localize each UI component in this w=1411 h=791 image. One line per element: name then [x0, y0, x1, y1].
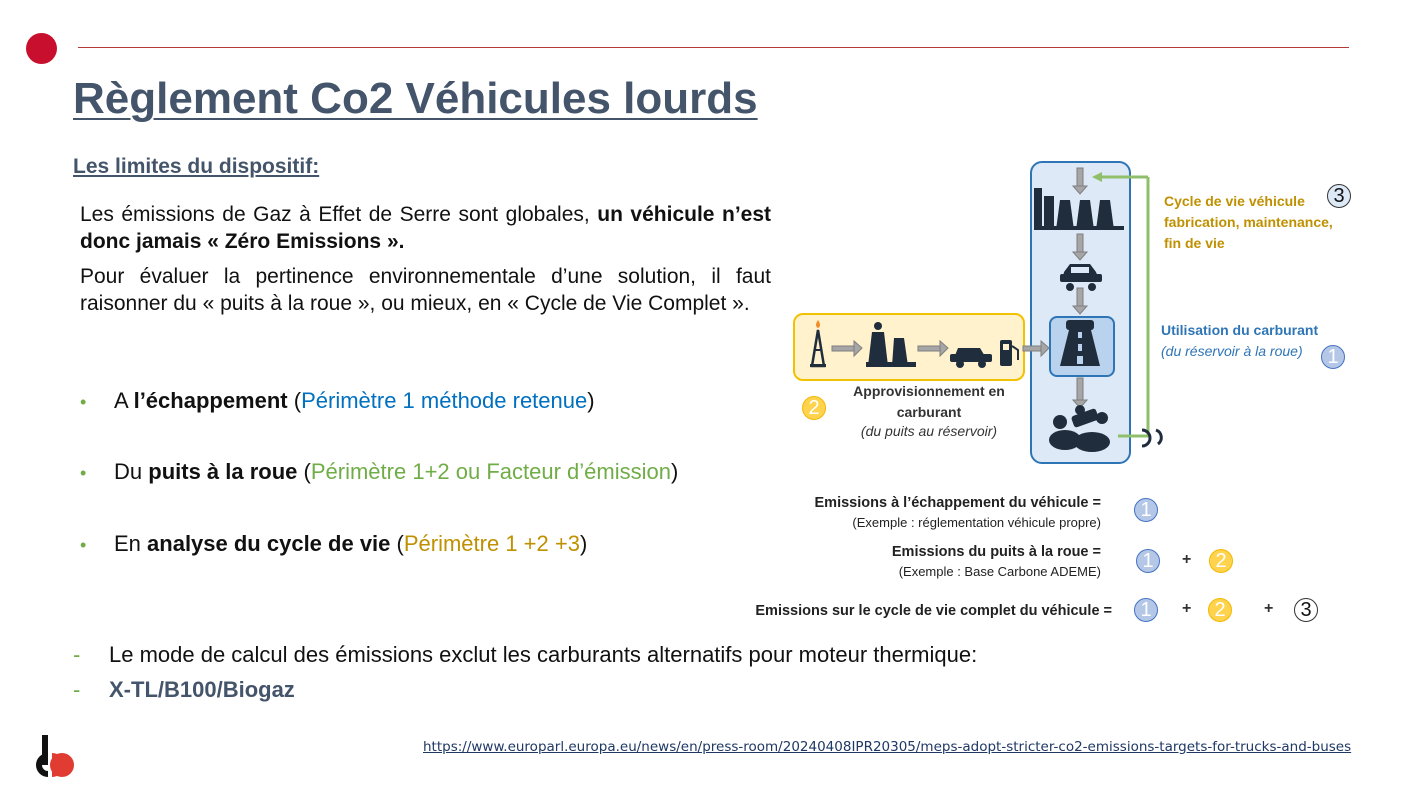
dash-item-fuels — [73, 677, 295, 703]
bullet-paren-open: ( — [287, 388, 302, 413]
scrap-pile-icon — [1049, 405, 1110, 452]
arrow-head — [940, 341, 948, 356]
arrow-shaft — [1077, 378, 1083, 400]
paragraph-global-emissions — [80, 201, 771, 255]
top-divider — [78, 47, 1349, 48]
supply-sub: (du puits au réservoir) — [860, 423, 998, 439]
equation-life-cycle-label: Emissions sur le cycle de vie complet du véhicule = — [755, 603, 1112, 619]
lifecycle-label-line: fin de vie — [1164, 235, 1225, 251]
bullet-marker: • — [80, 463, 87, 483]
bullet-marker: • — [80, 535, 87, 555]
road-icon — [1060, 320, 1100, 366]
scope-1-badge: 1 — [1321, 345, 1345, 369]
scope-3-badge: 3 — [1294, 598, 1318, 622]
bullet-paren-close: ) — [579, 531, 588, 556]
arrow-head — [1041, 341, 1049, 356]
usage-label: Utilisation du carburant — [1161, 322, 1319, 338]
arrow-shaft — [1077, 168, 1083, 186]
car-icon — [950, 348, 992, 368]
arrow-shaft — [1023, 346, 1041, 351]
factory-icon — [1034, 188, 1124, 230]
source-link[interactable]: https://www.europarl.europa.eu/news/en/press-room/20240408IPR20305/meps-adopt-stricter-co2-emissions-targets-for-trucks-and-buses — [423, 739, 1352, 755]
bullet-paren-close: ) — [670, 459, 679, 484]
bullet-exhaust — [80, 388, 595, 414]
bullet-bold: l’échappement — [133, 388, 288, 413]
supply-label-line: Approvisionnement en — [853, 383, 1005, 399]
bullet-prefix: En — [114, 531, 148, 556]
arrow-shaft — [832, 346, 854, 351]
bullet-prefix: A — [114, 388, 134, 413]
lifecycle-label — [1164, 191, 1333, 254]
bullet-scope: Périmètre 1 +2 +3 — [403, 531, 580, 556]
equation-well-to-wheel-label: Emissions du puits à la roue = — [891, 544, 1101, 560]
arrow-shaft — [918, 346, 940, 351]
scope-1-badge: 1 — [1134, 498, 1158, 522]
dash-marker: - — [73, 642, 81, 667]
arrow-head — [854, 341, 862, 356]
arrow-head — [1073, 186, 1087, 194]
supply-label-line: carburant — [896, 404, 962, 420]
bullet-life-cycle — [80, 531, 587, 557]
plus-sign: + — [1182, 600, 1192, 617]
scope-3-badge: 3 — [1327, 184, 1351, 208]
section-subtitle: Les limites du dispositif: — [73, 155, 320, 178]
arrow-shaft — [1077, 234, 1083, 252]
plus-sign: + — [1264, 600, 1274, 617]
slide-title: Règlement Co2 Véhicules lourds — [73, 74, 758, 123]
refinery-icon — [866, 322, 916, 367]
paragraph-bold: un véhicule n’est donc jamais « Zéro Emissions ». — [80, 203, 771, 253]
recycle-icon — [1142, 430, 1161, 446]
scope-1-badge: 1 — [1134, 598, 1158, 622]
lifecycle-label-line: fabrication, maintenance, — [1164, 214, 1333, 230]
bullet-paren-open: ( — [297, 459, 311, 484]
oil-derrick-icon — [810, 320, 826, 367]
paragraph-text: Les émissions de Gaz à Effet de Serre sont globales, — [80, 203, 598, 226]
equation-well-to-wheel-sub: (Exemple : Base Carbone ADEME) — [898, 564, 1101, 579]
bullet-well-to-wheel — [80, 459, 678, 485]
fuel-pump-icon — [1000, 340, 1018, 366]
scope-2-badge: 2 — [802, 396, 826, 420]
dash-marker: - — [73, 677, 81, 702]
arrow-head — [1092, 172, 1102, 182]
lifecycle-label-line: Cycle de vie véhicule — [1164, 193, 1305, 209]
bullet-paren-close: ) — [587, 388, 595, 413]
dash-text: Le mode de calcul des émissions exclut les carburants alternatifs pour moteur thermique: — [109, 642, 978, 667]
scope-1-badge: 1 — [1136, 549, 1160, 573]
bullet-bold: puits à la roue — [148, 459, 298, 484]
bullet-marker: • — [80, 392, 87, 412]
equation-exhaust-label: Emissions à l’échappement du véhicule = — [814, 495, 1101, 511]
bullet-prefix: Du — [114, 459, 149, 484]
arrow-shaft — [1077, 288, 1083, 306]
scope-2-badge: 2 — [1209, 549, 1233, 573]
plus-sign: + — [1182, 551, 1192, 568]
usage-sub: (du réservoir à la roue) — [1161, 343, 1303, 359]
paragraph-life-cycle: Pour évaluer la pertinence environnementale d’une solution, il faut raisonner du « puits à la roue », ou mieux, en « Cycle de Vie Complet ». — [80, 265, 771, 315]
brand-logo — [28, 735, 76, 784]
bullet-scope: Périmètre 1+2 ou Facteur d’émission — [310, 459, 671, 484]
dash-item-calculation — [73, 642, 977, 668]
arrow-head — [1073, 252, 1087, 260]
bullet-bold: analyse du cycle de vie — [147, 531, 391, 556]
brand-dot — [26, 33, 57, 64]
bullet-paren-open: ( — [390, 531, 404, 556]
scope-2-badge: 2 — [1208, 598, 1232, 622]
bullet-scope: Périmètre 1 méthode retenue — [301, 388, 588, 413]
equation-exhaust-sub: (Exemple : réglementation véhicule propre) — [852, 515, 1101, 530]
dash-text: X-TL/B100/Biogaz — [109, 677, 295, 702]
car-icon — [1060, 264, 1102, 291]
supply-label — [829, 381, 1029, 423]
arrow-head — [1073, 306, 1087, 314]
